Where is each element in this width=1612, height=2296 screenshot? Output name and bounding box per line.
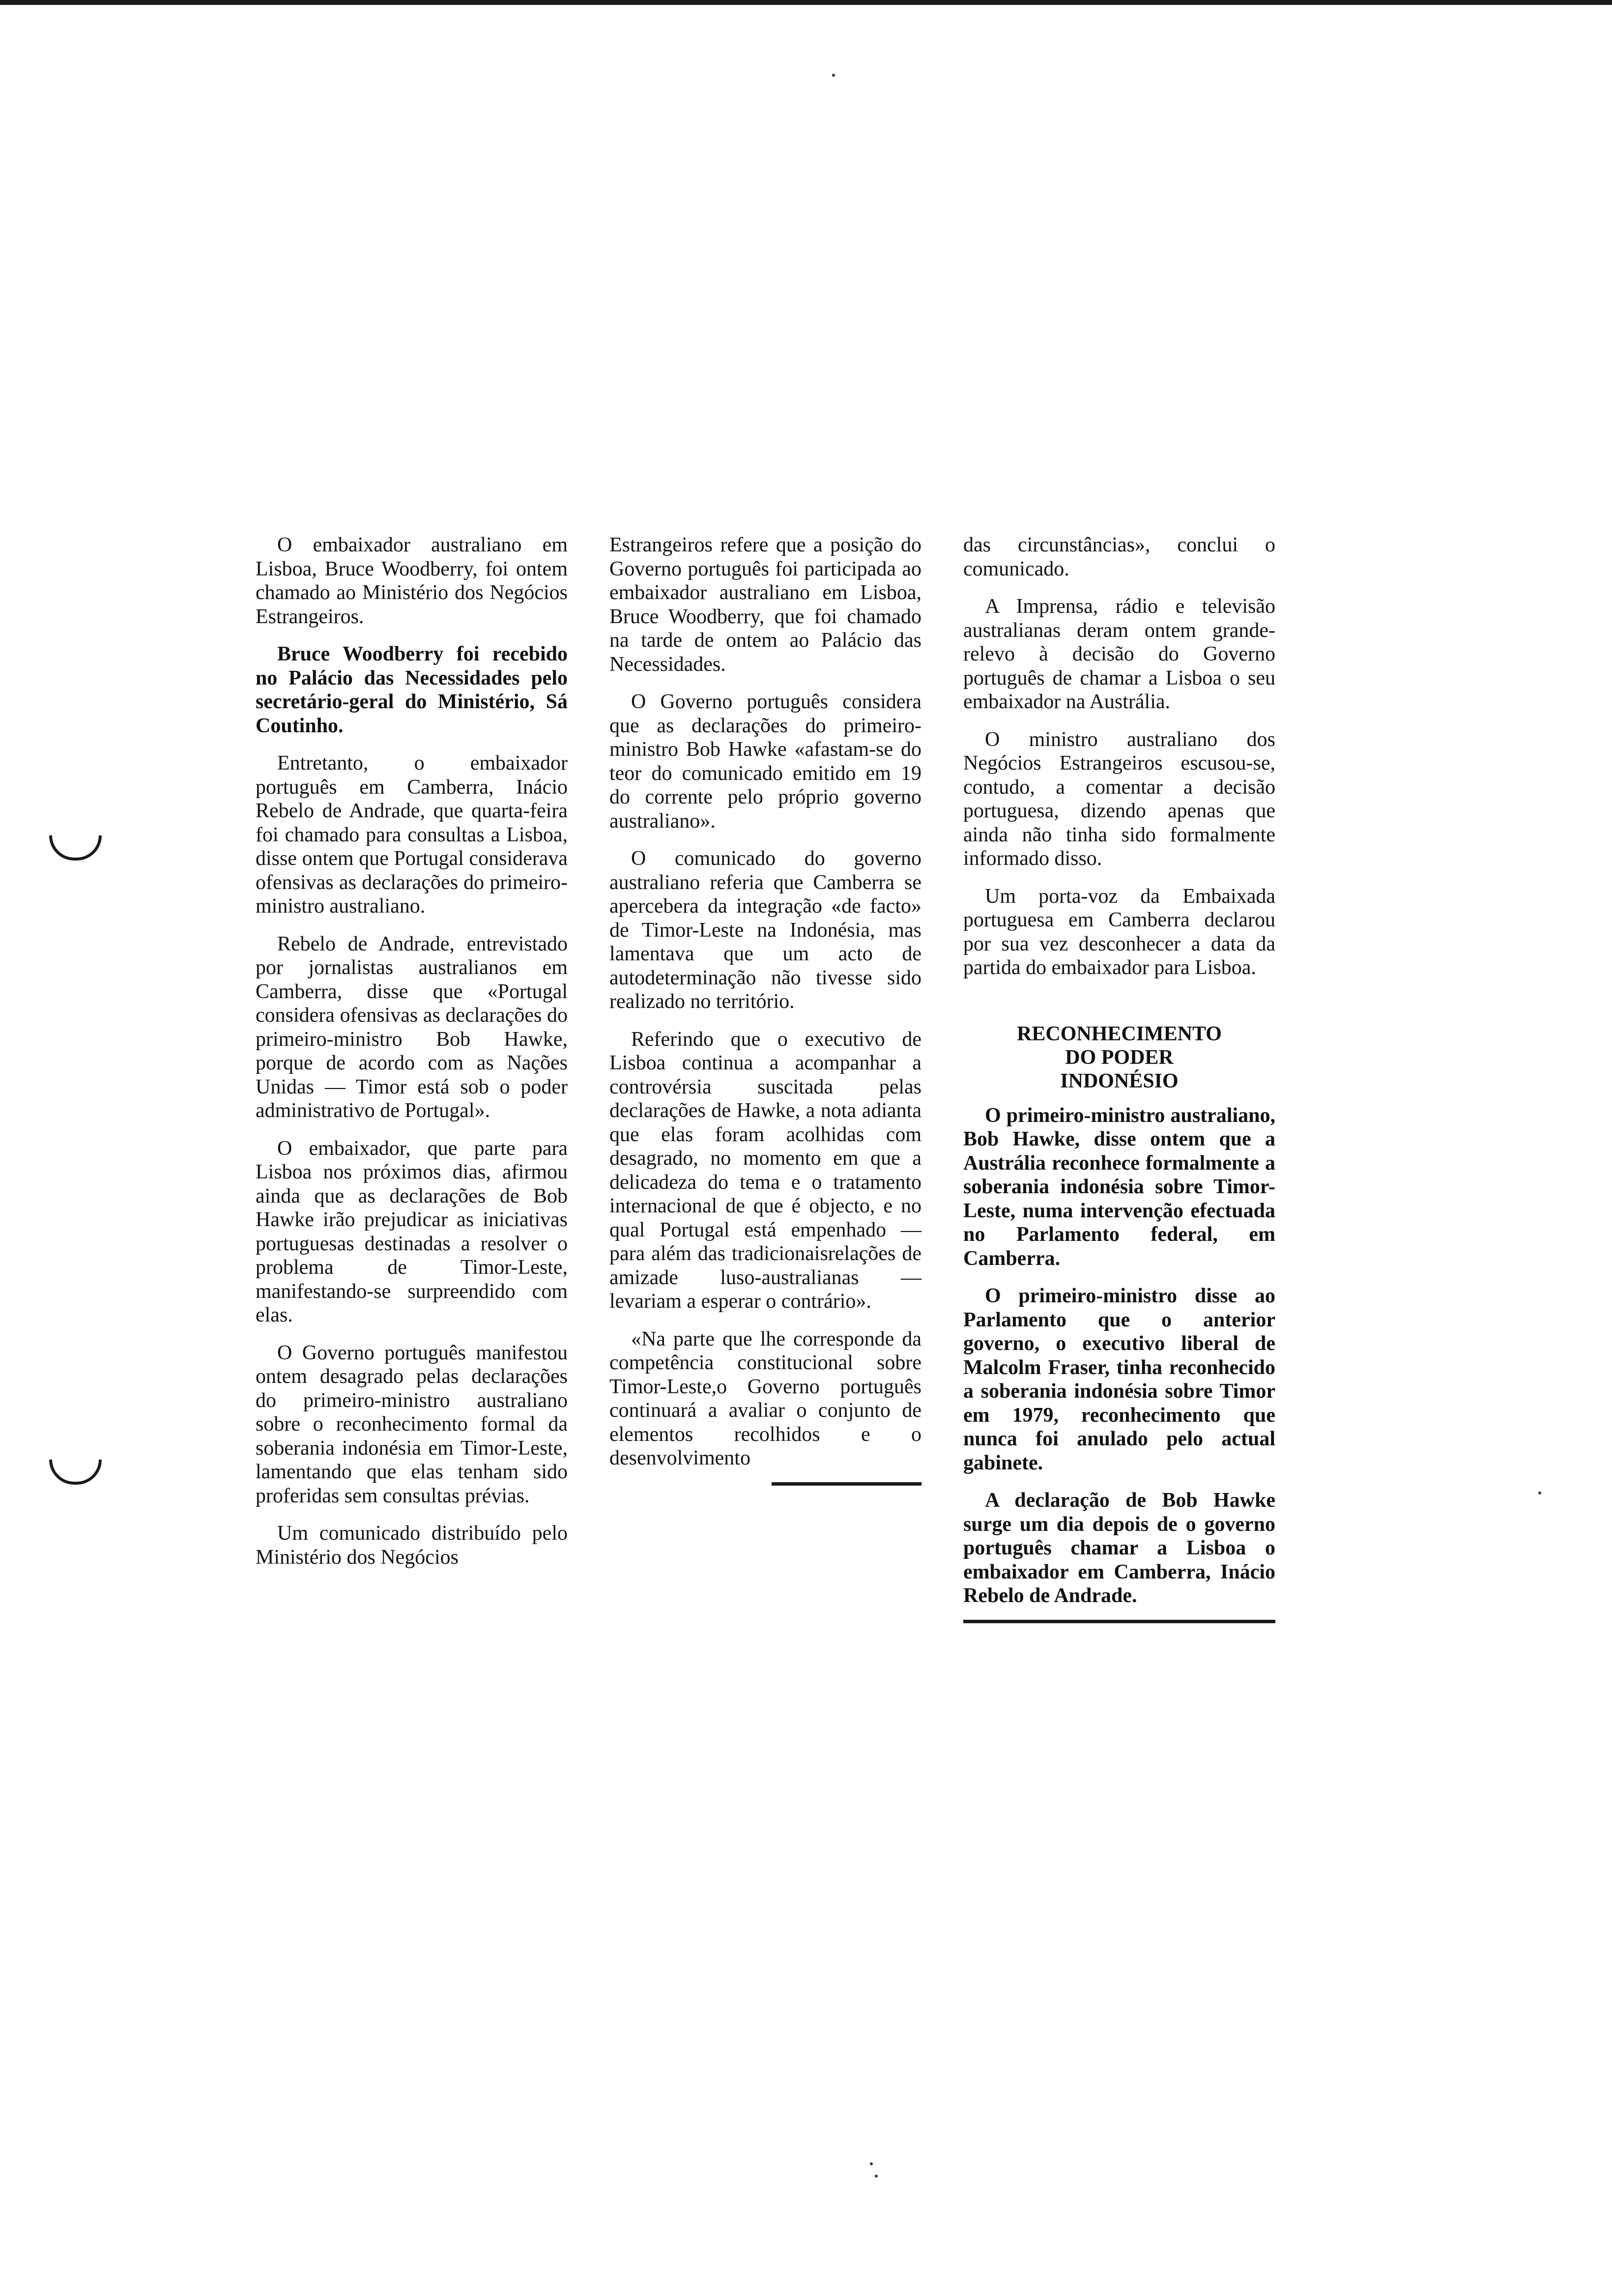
section-heading-line: RECONHECIMENTO — [1017, 1022, 1222, 1045]
paragraph: Um comunicado distribuído pelo Ministério dos Negócios — [256, 1522, 568, 1569]
paragraph: Referindo que o executivo de Lisboa continua a acompanhar a controvérsia suscitada pelas declarações de Hawke, a nota adianta que elas foram acolhidas com desagrado, no momento em que a delicadeza do tema e o tratamento internacional de que é objecto, e no qual Portugal está empenhado — para além das tradicionaisrelações de amizade luso-australianas — levariam a esperar o contrário». — [609, 1028, 921, 1313]
paragraph: O primeiro-ministro disse ao Parlamento que o anterior governo, o executivo liberal de Malcolm Fraser, tinha reconhecido a soberania indonésia sobre Timor em 1979, reconhecimento que nunca foi anulado pelo actual gabinete. — [963, 1285, 1275, 1474]
paragraph: Estrangeiros refere que a posição do Governo português foi participada ao embaixador australiano em Lisboa, Bruce Woodberry, que foi chamado na tarde de ontem ao Palácio das Necessidades. — [609, 534, 921, 676]
section-heading — [963, 1022, 1275, 1093]
article-column-1 — [256, 533, 568, 1569]
margin-mark-upper — [49, 835, 102, 861]
page-top-rule — [0, 0, 1612, 5]
paragraph: O ministro australiano dos Negócios Estrangeiros escusou-se, contudo, a comentar a decisão portuguesa, dizendo apenas que ainda não tinha sido formalmente informado disso. — [963, 728, 1275, 870]
column-end-rule — [772, 1482, 921, 1486]
article-column-2 — [609, 533, 921, 1486]
speck — [875, 2175, 878, 2178]
paragraph: Um porta-voz da Embaixada portuguesa em Camberra declarou por sua vez desconhecer a data da partida do embaixador para Lisboa. — [963, 885, 1275, 979]
paragraph: A declaração de Bob Hawke surge um dia depois de o governo português chamar a Lisboa o embaixador em Camberra, Inácio Rebelo de Andrade. — [963, 1489, 1275, 1607]
paragraph: O primeiro-ministro australiano, Bob Hawke, disse ontem que a Austrália reconhece formalmente a soberania indonésia sobre Timor-Leste, numa intervenção efectuada no Parlamento federal, em Camberra. — [963, 1104, 1275, 1270]
speck — [832, 74, 835, 77]
paragraph: A Imprensa, rádio e televisão australianas deram ontem grande-relevo à decisão do Governo português de chamar a Lisboa o seu embaixador na Austrália. — [963, 595, 1275, 713]
speck — [1538, 1492, 1541, 1494]
paragraph: Bruce Woodberry foi recebido no Palácio das Necessidades pelo secretário-geral do Ministério, Sá Coutinho. — [256, 643, 568, 737]
section-heading-line: INDONÉSIO — [1060, 1069, 1179, 1092]
paragraph: «Na parte que lhe corresponde da competência constitucional sobre Timor-Leste,o Governo português continuará a avaliar o conjunto de elementos recolhidos e o desenvolvimento — [609, 1327, 921, 1469]
paragraph: O embaixador australiano em Lisboa, Bruce Woodberry, foi ontem chamado ao Ministério dos Negócios Estrangeiros. — [256, 534, 568, 628]
section-heading-line: DO PODER — [1065, 1046, 1174, 1069]
speck — [870, 2162, 873, 2165]
margin-mark-lower — [49, 1460, 102, 1485]
paragraph: O Governo português considera que as declarações do primeiro-ministro Bob Hawke «afastam-se do teor do comunicado emitido em 19 do corrente pelo próprio governo australiano». — [609, 690, 921, 832]
article-end-rule — [963, 1620, 1275, 1623]
paragraph: O embaixador, que parte para Lisboa nos próximos dias, afirmou ainda que as declarações de Bob Hawke irão prejudicar as iniciativas portuguesas destinadas a resolver o problema de Timor-Leste, manifestando-se surpreendido com elas. — [256, 1137, 568, 1326]
article-column-3 — [963, 533, 1275, 1623]
paragraph: Rebelo de Andrade, entrevistado por jornalistas australianos em Camberra, disse que «Portugal considera ofensivas as declarações do primeiro-ministro Bob Hawke, porque de acordo com as Nações Unidas — Timor está sob o poder administrativo de Portugal». — [256, 932, 568, 1122]
paragraph: O comunicado do governo australiano referia que Camberra se apercebera da integração «de facto» de Timor-Leste na Indonésia, mas lamentava que um acto de autodeterminação não tivesse sido realizado no território. — [609, 847, 921, 1013]
paragraph: Entretanto, o embaixador português em Camberra, Inácio Rebelo de Andrade, que quarta-feira foi chamado para consultas a Lisboa, disse ontem que Portugal considerava ofensivas as declarações do primeiro-ministro australiano. — [256, 752, 568, 918]
paragraph: das circunstâncias», conclui o comunicado. — [963, 534, 1275, 580]
paragraph: O Governo português manifestou ontem desagrado pelas declarações do primeiro-ministro australiano sobre o reconhecimento formal da soberania indonésia em Timor-Leste, lamentando que elas tenham sido proferidas sem consultas prévias. — [256, 1341, 568, 1507]
